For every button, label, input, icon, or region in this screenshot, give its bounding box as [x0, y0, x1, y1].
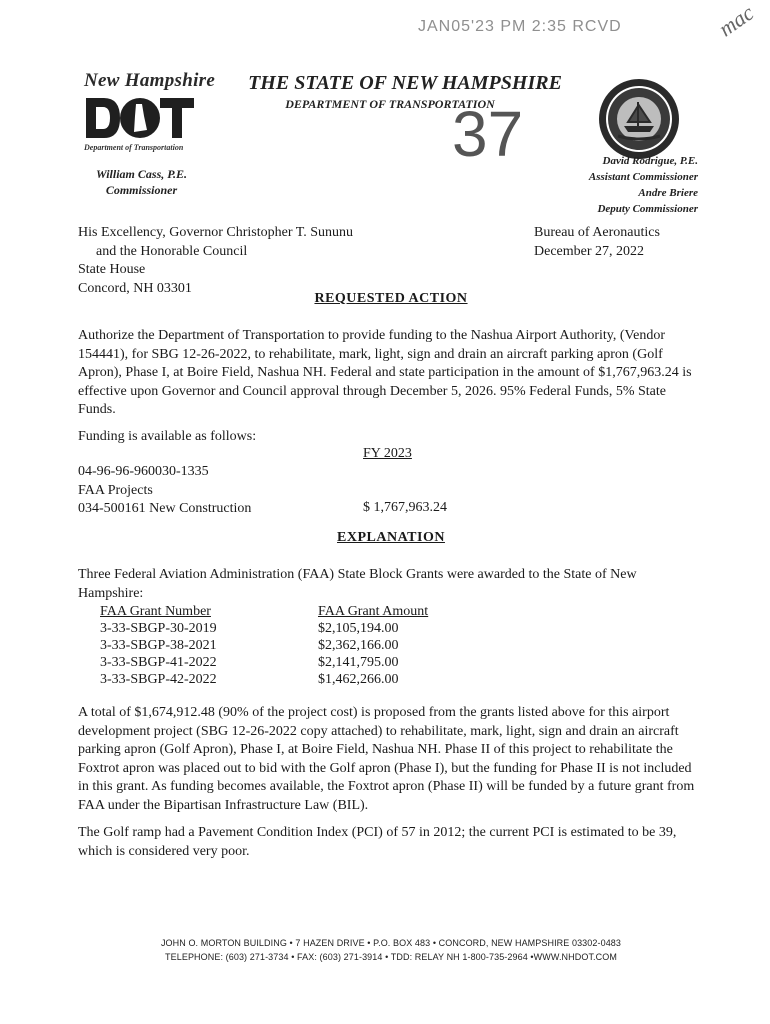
address-line: Concord, NH 03301: [78, 280, 192, 296]
total-funding-paragraph: A total of $1,674,912.48 (90% of the project cost) is proposed from the grants listed above for this airport development project (SBG 12-26-2022 copy attached) to rehabilitate, mark, light, sign and drain an aircraft parking apron (Golf Apron), Phase I, at Boire Field, Nashua NH. Phase II of this project to rehabilitate the Foxtrot apron was placed out to bid with the Golf apron (Phase I), but the funding for Phase II is not included in this grant. As funding becomes available, the Foxtrot apron (Phase II) will be funded by a future grant from FAA under the Bipartisan Infrastructure Law (BIL).: [78, 705, 695, 813]
table-row: [100, 654, 428, 671]
grant-number: 3-33-SBGP-42-2022: [100, 672, 217, 687]
handwritten-initials: mac: [713, 0, 759, 42]
letterhead-footer: [0, 936, 770, 964]
commissioner-name: William Cass, P.E.: [96, 167, 188, 181]
deputy-commissioner-title: Deputy Commissioner: [597, 203, 698, 215]
explanation-heading: EXPLANATION: [337, 530, 445, 545]
footer-address: JOHN O. MORTON BUILDING • 7 HAZEN DRIVE • P.O. BOX 483 • CONCORD, NEW HAMPSHIRE 03302-0483: [160, 938, 622, 948]
table-row: [100, 637, 428, 654]
fiscal-year-label: FY 2023: [363, 446, 412, 461]
requested-action-heading: REQUESTED ACTION: [314, 291, 468, 306]
recipient-address: [78, 224, 353, 298]
assistant-commissioner-title: Assistant Commissioner: [588, 171, 698, 183]
grant-number: 3-33-SBGP-30-2019: [100, 621, 217, 636]
grant-number: 3-33-SBGP-38-2021: [100, 638, 217, 653]
requested-action-paragraph: Authorize the Department of Transportation to provide funding to the Nashua Airport Authority, (Vendor 154441), for SBG 12-26-2022, to rehabilitate, mark, light, sign and drain an aircraft parking apron (Golf Apron), Phase I, at Boire Field, Nashua NH. Federal and state participation in the amount of $1,767,963.24 is effective upon Governor and Council approval through December 5, 2026. 95% Federal Funds, 5% State Funds.: [78, 328, 692, 417]
commissioner-title: Commissioner: [105, 183, 178, 197]
bureau-name: Bureau of Aeronautics: [534, 225, 660, 240]
address-line: and the Honorable Council: [96, 243, 248, 259]
state-title: THE STATE OF NEW HAMPSHIRE: [248, 72, 562, 94]
funding-amount: $ 1,767,963.24: [363, 500, 447, 515]
assistant-commissioner-name: David Rodrigue, P.E.: [602, 155, 698, 167]
address-line: State House: [78, 262, 146, 277]
account-line: 04-96-96-960030-1335: [78, 464, 209, 479]
grant-amount-header: FAA Grant Amount: [318, 604, 429, 619]
grant-amount: $2,141,795.00: [318, 655, 399, 670]
deputy-commissioner-name: Andre Briere: [638, 187, 698, 199]
agenda-item-number: 37: [452, 98, 524, 170]
account-line: 034-500161 New Construction: [78, 501, 252, 516]
funding-account: [78, 463, 251, 519]
grant-amount: $1,462,266.00: [318, 672, 399, 687]
logo-script-text: New Hampshire: [84, 70, 216, 91]
table-row: [100, 671, 428, 688]
account-line: FAA Projects: [78, 482, 153, 498]
letter-date: December 27, 2022: [534, 243, 645, 259]
grant-amount: $2,105,194.00: [318, 621, 399, 636]
address-line: His Excellency, Governor Christopher T. Sununu: [78, 225, 354, 240]
assistant-officials-block: [558, 153, 698, 217]
grant-number-header: FAA Grant Number: [100, 604, 211, 619]
received-stamp: JAN05'23 PM 2:35 RCVD: [418, 18, 622, 35]
commissioner-block: [96, 166, 187, 198]
department-title: DEPARTMENT OF TRANSPORTATION: [285, 97, 495, 111]
grant-table: [100, 603, 428, 688]
grant-number: 3-33-SBGP-41-2022: [100, 655, 217, 670]
state-seal-icon: [598, 78, 680, 160]
grant-amount: $2,362,166.00: [318, 638, 399, 653]
funding-intro: Funding is available as follows:: [78, 429, 257, 444]
bureau-block: [534, 224, 660, 261]
footer-contact: TELEPHONE: (603) 271-3734 • FAX: (603) 271-3914 • TDD: RELAY NH 1-800-735-2964 •WWW.NHDOT.COM: [165, 952, 617, 962]
table-row: [100, 620, 428, 637]
grants-intro: Three Federal Aviation Administration (FAA) State Block Grants were awarded to the State of New Hampshire:: [78, 567, 637, 601]
pci-paragraph: The Golf ramp had a Pavement Condition Index (PCI) of 57 in 2012; the current PCI is estimated to be 39, which is considered very poor.: [78, 825, 677, 859]
logo-department-text: Department of Transportation: [84, 143, 184, 152]
